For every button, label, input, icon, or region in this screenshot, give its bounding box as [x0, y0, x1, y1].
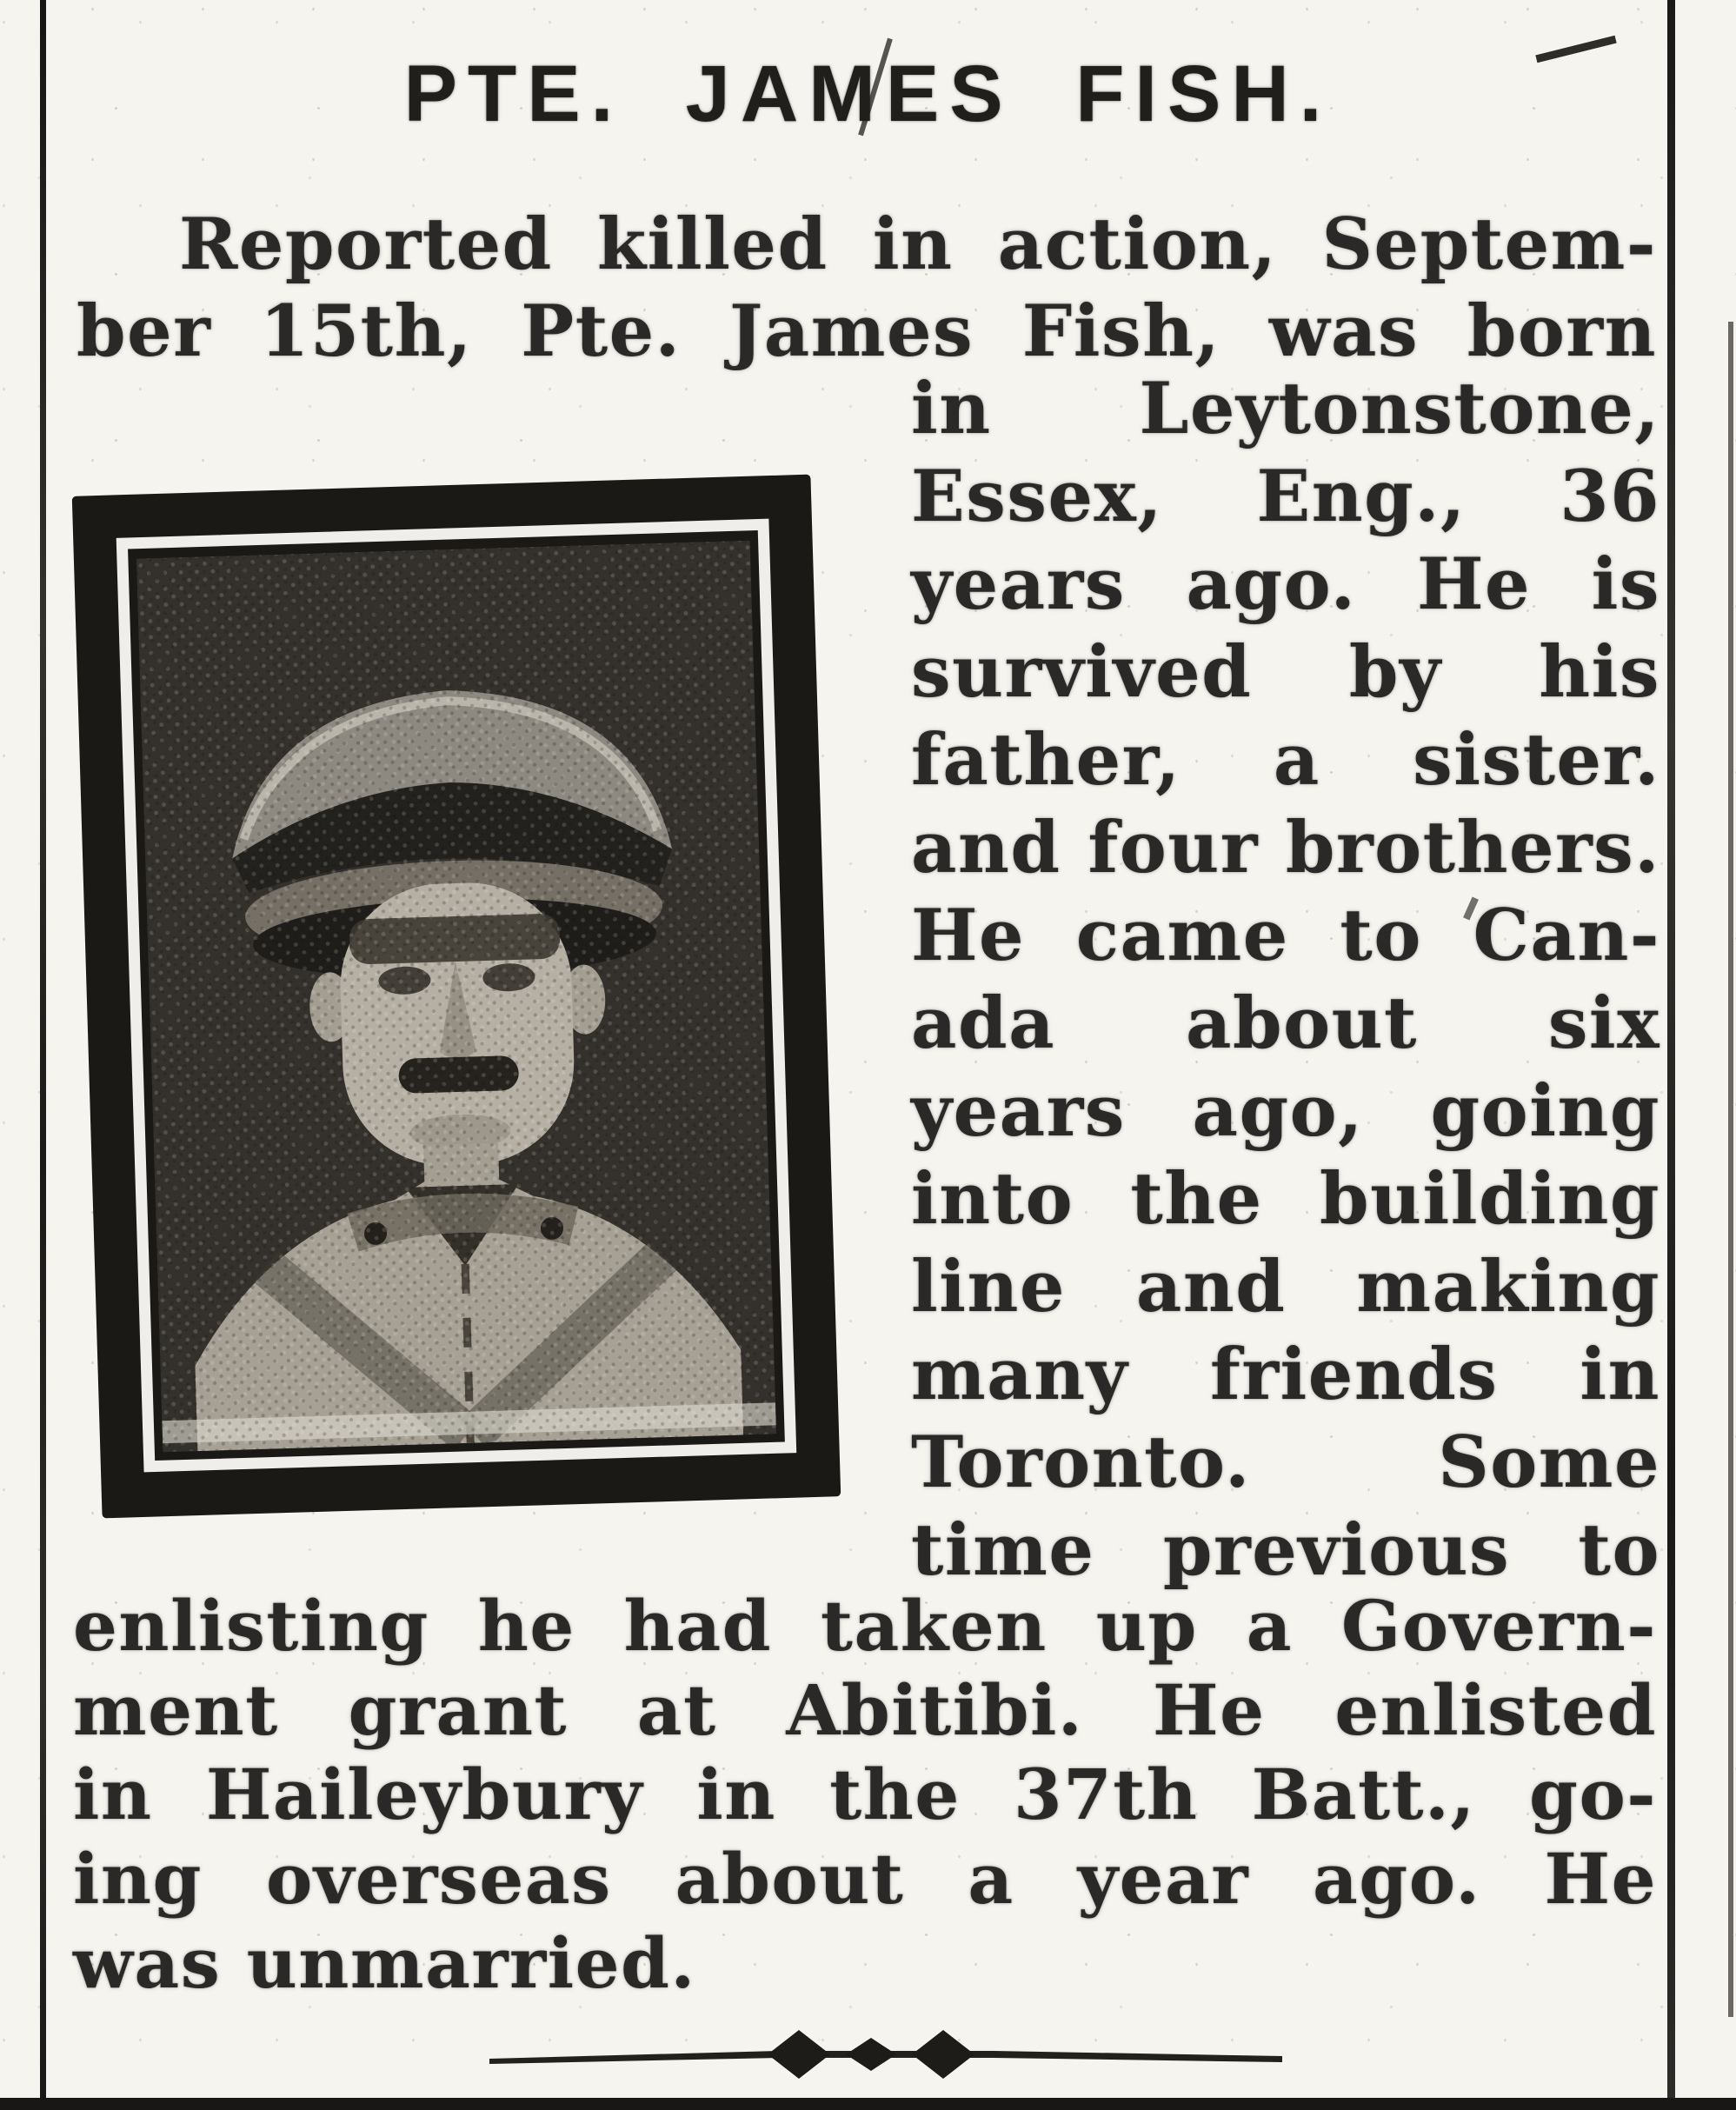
- text-line: in Leytonstone,: [911, 368, 1660, 450]
- text-line: ada about six: [911, 982, 1660, 1065]
- text-line: line and making: [911, 1246, 1660, 1328]
- text-line: many friends in: [911, 1334, 1660, 1416]
- article-headline: PTE. JAMES FISH.: [403, 50, 1333, 138]
- adjacent-column-rule: [1728, 322, 1733, 2017]
- text-line: ber 15th, Pte. James Fish, was born: [76, 290, 1657, 373]
- text-line: ing overseas about a year ago. He: [73, 1838, 1657, 1920]
- text-line: father, a sister.: [911, 719, 1660, 802]
- text-line: in Haileybury in the 37th Batt., go-: [73, 1754, 1657, 1835]
- soldier-portrait-photo: [66, 465, 846, 1527]
- divider-ornament: [489, 2027, 1282, 2081]
- text-line: He came to Can-: [911, 895, 1660, 977]
- text-line: survived by his: [911, 631, 1660, 714]
- text-line: Toronto. Some: [911, 1421, 1660, 1504]
- text-line: into the building: [911, 1158, 1660, 1241]
- column-rule-right: [1667, 0, 1675, 2110]
- text-line: was unmarried.: [73, 1922, 696, 2004]
- intro-paragraph: [76, 202, 1657, 376]
- halftone-portrait-svg: [66, 465, 846, 1527]
- diamond-rule-icon: [489, 2027, 1282, 2081]
- scan-edge-bar: [0, 2098, 1736, 2110]
- text-line: Essex, Eng., 36: [911, 456, 1660, 538]
- text-line: time previous to: [911, 1509, 1660, 1592]
- column-rule-left: [40, 0, 46, 2110]
- text-line: Reported killed in action, Septem-: [179, 203, 1657, 286]
- text-line: years ago, going: [911, 1070, 1660, 1153]
- text-line: years ago. He is: [911, 543, 1660, 626]
- text-line: ment grant at Abitibi. He enlisted: [73, 1669, 1657, 1751]
- text-line: enlisting he had taken up a Govern-: [73, 1585, 1657, 1667]
- text-line: and four brothers.: [911, 807, 1660, 889]
- bottom-paragraph: [73, 1584, 1657, 2006]
- right-text-column: [911, 365, 1660, 1594]
